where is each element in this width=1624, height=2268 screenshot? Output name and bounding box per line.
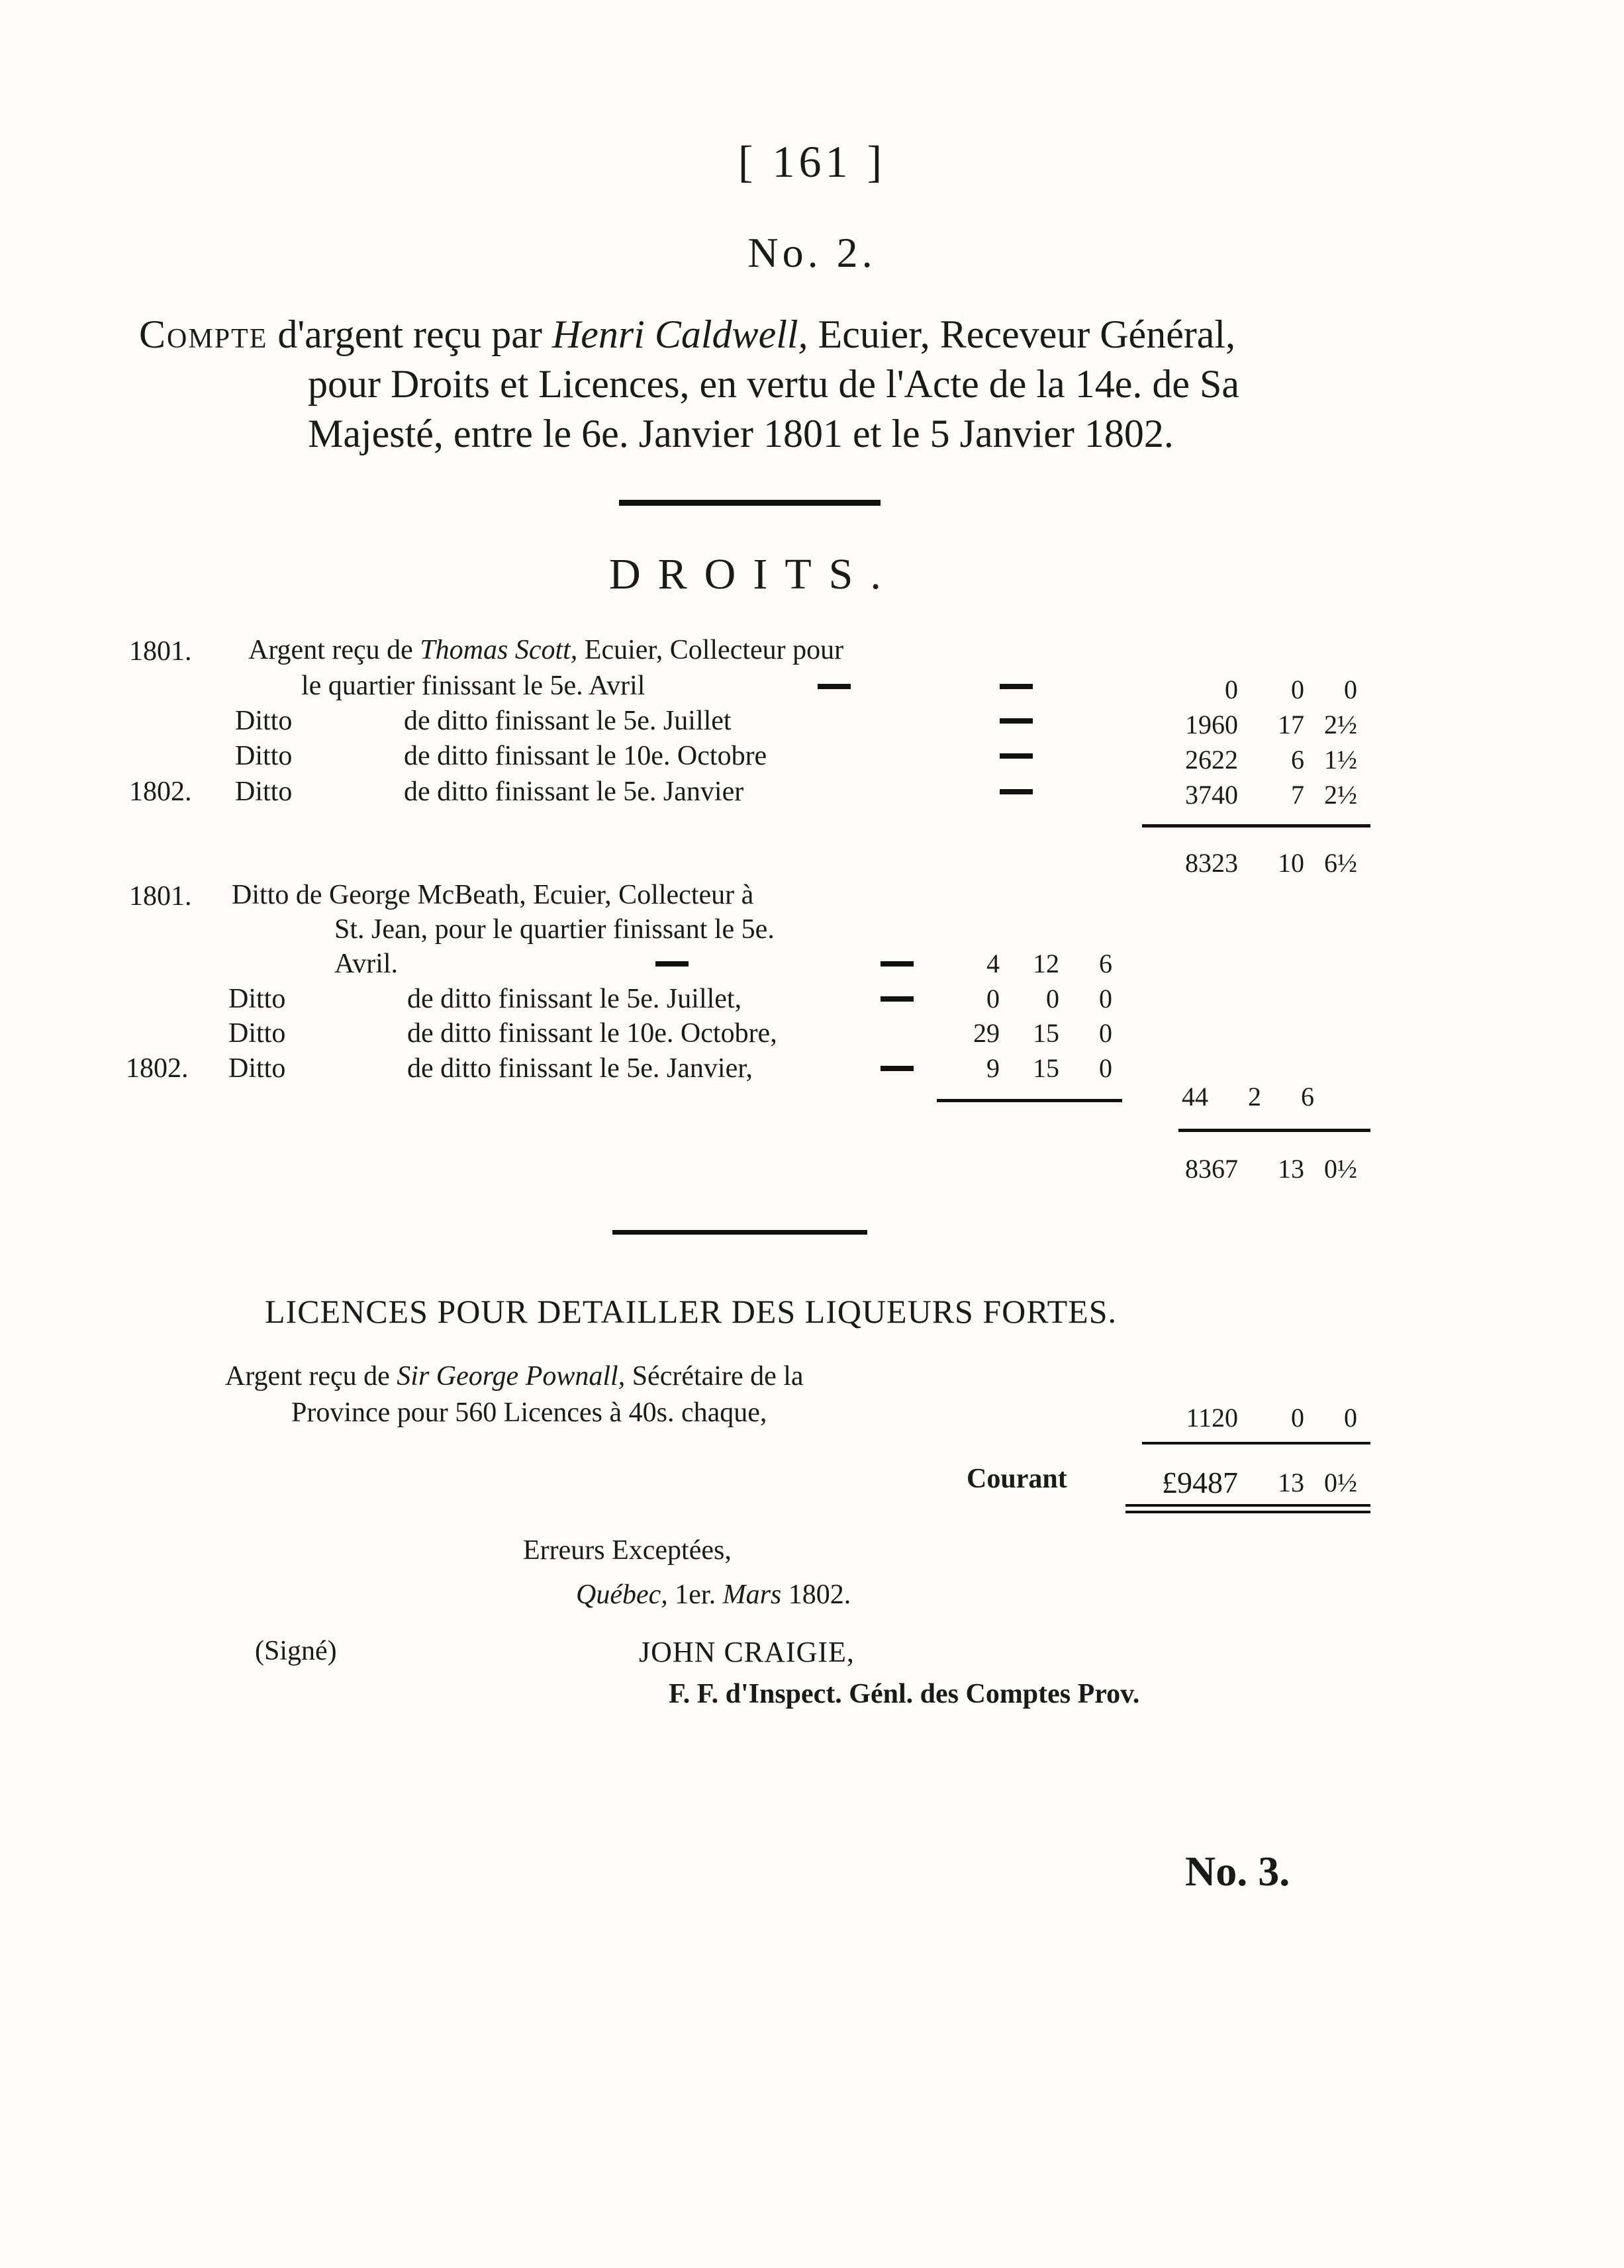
licences-line-1 [225,1360,804,1392]
droits-title: DROITS. [609,550,898,598]
subtotal-pence: 6½ [1324,848,1357,878]
secretary-name: Sir George Pownall, [397,1361,626,1392]
scott-quarter-line: le quartier finissant le 5e. Avril [301,671,645,701]
year-label: 1801. [129,881,192,912]
mcbeath-heading: Ditto de George McBeath, Ecuier, Collecteur à [232,880,754,910]
subtotal-pence: 6 [1301,1082,1314,1111]
date-year: 1802. [788,1580,851,1610]
courant-pence: 0½ [1324,1468,1357,1497]
subtotal-pounds: 8323 [1185,848,1238,878]
amount-shillings: 0 [1291,675,1304,704]
amount-pence: 2½ [1324,710,1357,739]
amount-pence: 2½ [1324,780,1357,810]
amount-pounds: 3740 [1185,780,1238,810]
amount-shillings: 15 [1033,1018,1059,1048]
amount-shillings: 6 [1291,745,1304,775]
compte-word: Compte [139,312,268,356]
amount-pounds: 9 [986,1053,1000,1083]
amount-pounds: 4 [986,949,1000,978]
amount-pounds: 2622 [1185,745,1238,775]
sum-rule [1178,1129,1370,1132]
ditto-label: Ditto [228,1018,286,1049]
licences-line-2: Province pour 560 Licences à 40s. chaque, [291,1397,767,1428]
year-label: 1802. [126,1053,189,1084]
amount-shillings: 15 [1033,1053,1059,1083]
amount-pence: 0 [1344,675,1357,704]
leader-dash [818,684,851,689]
subtotal-shillings: 10 [1278,848,1304,878]
signed-label: (Signé) [255,1636,337,1666]
sum-rule [1125,1504,1370,1507]
intro-text: d'argent reçu par [277,312,542,356]
scott-heading [248,634,843,666]
leader-dash [1000,753,1033,759]
leader-dash [881,961,914,967]
next-document-number: No. 3. [1185,1848,1290,1895]
scott-heading-pre: Argent reçu de [248,635,413,665]
intro-line-3: Majesté, entre le 6e. Janvier 1801 et le 5 Janvier 1802. [308,412,1174,455]
ditto-desc: de ditto finissant le 5e. Janvier [404,777,744,807]
amount-pence: 0 [1099,1053,1112,1083]
courant-shillings: 13 [1278,1468,1304,1497]
errors-excepted: Erreurs Exceptées, [523,1535,732,1566]
amount-pence: 6 [1099,949,1112,978]
section-divider [619,500,881,506]
place-date [576,1579,851,1611]
document-number: No. 2. [747,229,877,276]
licences-post: Sécrétaire de la [632,1361,804,1392]
ditto-desc: de ditto finissant le 5e. Juillet [404,706,732,736]
signatory-name: JOHN CRAIGIE, [639,1636,855,1668]
ditto-desc: de ditto finissant le 5e. Janvier, [407,1053,753,1084]
page-number: [ 161 ] [738,136,886,187]
amount-pounds: 0 [1225,675,1238,704]
leader-dash [655,961,689,967]
licences-shillings: 0 [1291,1403,1304,1433]
signatory-title: F. F. d'Inspect. Génl. des Comptes Prov. [669,1679,1140,1709]
ditto-desc: de ditto finissant le 5e. Juillet, [407,984,742,1014]
ditto-desc: de ditto finissant le 10e. Octobre [404,741,767,771]
sum-rule [937,1099,1122,1102]
leader-dash [1000,684,1033,689]
ditto-label: Ditto [235,777,293,807]
licences-pre: Argent reçu de [225,1361,390,1392]
ditto-label: Ditto [228,984,286,1014]
licences-pence: 0 [1344,1403,1357,1433]
courant-pounds: £9487 [1162,1466,1238,1499]
year-label: 1801. [129,636,192,667]
amount-pence: 1½ [1324,745,1357,775]
subtotal-pounds: 44 [1182,1082,1208,1111]
total-pence: 0½ [1324,1154,1357,1184]
intro-line-2: pour Droits et Licences, en vertu de l'Acte de la 14e. de Sa [308,362,1239,406]
licences-title: LICENCES POUR DETAILLER DES LIQUEURS FORTES. [265,1293,1118,1330]
amount-pounds: 1960 [1185,710,1238,739]
leader-dash [881,1066,914,1071]
date-day: 1er. [675,1580,716,1610]
sum-rule [1142,824,1370,827]
amount-shillings: 12 [1033,949,1059,978]
sum-rule [1142,1442,1370,1444]
leader-dash [881,996,914,1002]
amount-shillings: 7 [1291,780,1304,810]
total-pounds: 8367 [1185,1154,1238,1184]
intro-line-1 [139,314,1235,354]
place-name: Québec, [576,1580,668,1610]
amount-shillings: 17 [1278,710,1304,739]
intro-rest: Ecuier, Receveur Général, [818,312,1236,356]
leader-dash [1000,718,1033,724]
ditto-label: Ditto [235,706,293,736]
amount-pounds: 29 [973,1018,1000,1048]
leader-dash [1000,789,1033,794]
date-month: Mars [722,1580,782,1610]
collector-name: Thomas Scott, [420,635,578,665]
mcbeath-line-3: Avril. [334,949,399,979]
ditto-label: Ditto [235,741,293,771]
amount-pence: 0 [1099,984,1112,1014]
year-label: 1802. [129,777,192,807]
ditto-label: Ditto [228,1053,286,1084]
mcbeath-line-2: St. Jean, pour le quartier finissant le 5e. [334,914,775,945]
licences-pounds: 1120 [1186,1403,1238,1433]
ditto-desc: de ditto finissant le 10e. Octobre, [407,1018,777,1049]
total-shillings: 13 [1278,1154,1304,1184]
section-divider [612,1230,867,1235]
receiver-name: Henri Caldwell, [551,312,808,356]
amount-shillings: 0 [1046,984,1059,1014]
scott-heading-post: Ecuier, Collecteur pour [584,635,844,665]
courant-label: Courant [967,1464,1067,1494]
amount-pounds: 0 [986,984,1000,1014]
sum-rule [1125,1511,1370,1513]
subtotal-shillings: 2 [1248,1082,1261,1111]
amount-pence: 0 [1099,1018,1112,1048]
